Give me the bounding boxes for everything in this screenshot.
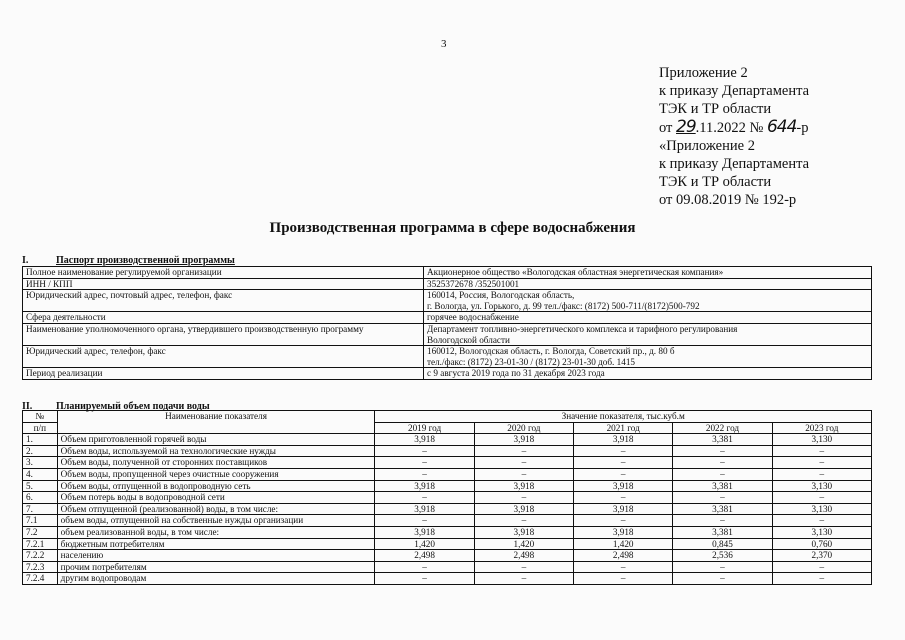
row-number: 4. [23, 468, 58, 480]
row-indicator-name: объем реализованной воды, в том числе: [57, 526, 375, 538]
header-year: 2023 год [772, 422, 871, 434]
appendix-line: к приказу Департамента [659, 156, 810, 172]
volume-table [22, 410, 872, 585]
row-value: – [375, 445, 474, 457]
row-value: 3,918 [574, 480, 673, 492]
row-value: 1,420 [375, 538, 474, 550]
handwritten-order-number: 644 [766, 117, 797, 137]
row-number: 7.2.3 [23, 561, 58, 573]
handwritten-day: 29 [676, 117, 696, 137]
row-value: – [673, 457, 772, 469]
row-value: – [375, 561, 474, 573]
passport-key: Период реализации [23, 368, 424, 380]
passport-row [23, 368, 872, 380]
section-1-title: Паспорт производственной программы [56, 255, 235, 266]
passport-table [22, 266, 872, 380]
page-number: 3 [441, 38, 447, 50]
appendix-line: ТЭК и ТР области [659, 101, 772, 117]
row-value: – [673, 492, 772, 504]
passport-value-line: тел./факс: (8172) 23-01-30 / (8172) 23-01-30 доб. 1415 [427, 356, 636, 367]
appendix-line: Приложение 2 [659, 65, 748, 81]
row-number: 5. [23, 480, 58, 492]
row-indicator-name: объем воды, отпущенной на собственные нужды организации [57, 515, 375, 527]
table-row [23, 492, 872, 504]
header-indicator-name: Наименование показателя [57, 411, 375, 434]
row-value: – [772, 457, 871, 469]
row-indicator-name: Объем приготовленной горячей воды [57, 434, 375, 446]
row-value: 2,498 [375, 550, 474, 562]
passport-row [23, 323, 872, 345]
row-indicator-name: Объем воды, используемой на технологические нужды [57, 445, 375, 457]
row-value: 3,381 [673, 480, 772, 492]
section-2-number: II. [22, 401, 33, 412]
row-value: – [574, 468, 673, 480]
appendix-line: к приказу Департамента [659, 83, 810, 99]
header-year: 2020 год [474, 422, 573, 434]
row-value: 3,381 [673, 526, 772, 538]
row-value: 3,130 [772, 526, 871, 538]
row-value: 3,918 [574, 526, 673, 538]
passport-value [424, 290, 872, 312]
row-value: 2,370 [772, 550, 871, 562]
appendix-line: ТЭК и ТР области [659, 174, 772, 190]
row-indicator-name: населению [57, 550, 375, 562]
appendix-date-prefix: от [659, 120, 677, 136]
row-value: 3,381 [673, 434, 772, 446]
header-number: № [23, 411, 58, 423]
row-value: – [375, 468, 474, 480]
row-value: 3,918 [474, 480, 573, 492]
appendix-line: от 09.08.2019 № 192-р [659, 192, 797, 208]
table-row [23, 526, 872, 538]
row-number: 7.2.4 [23, 573, 58, 585]
row-value: 3,918 [375, 503, 474, 515]
header-indicator-value: Значение показателя, тыс.куб.м [375, 411, 872, 423]
row-value: – [474, 492, 573, 504]
row-value: – [673, 468, 772, 480]
row-indicator-name: прочим потребителям [57, 561, 375, 573]
passport-row [23, 267, 872, 279]
row-number: 6. [23, 492, 58, 504]
row-value: – [574, 457, 673, 469]
passport-value-line: 160012, Вологодская область, г. Вологда, Советский пр., д. 80 б [427, 346, 675, 357]
passport-key: Наименование уполномоченного органа, утвердившего производственную программу [23, 323, 424, 345]
appendix-date-mid: .11.2022 № [695, 120, 767, 136]
row-value: – [574, 573, 673, 585]
row-value: – [375, 457, 474, 469]
row-indicator-name: Объем потерь воды в водопроводной сети [57, 492, 375, 504]
row-value: 2,536 [673, 550, 772, 562]
section-1-number: I. [22, 255, 29, 266]
passport-value-line: Вологодской области [427, 334, 510, 345]
row-value: 3,918 [474, 434, 573, 446]
row-value: – [474, 457, 573, 469]
table-row [23, 515, 872, 527]
row-value: 0,845 [673, 538, 772, 550]
row-value: 3,381 [673, 503, 772, 515]
table-row [23, 445, 872, 457]
row-value: – [772, 573, 871, 585]
passport-value-line: 3525372678 /352501001 [427, 278, 520, 289]
row-indicator-name: Объем воды, пропущенной через очистные сооружения [57, 468, 375, 480]
passport-value [424, 267, 872, 279]
passport-value [424, 346, 872, 368]
row-value: 3,918 [474, 526, 573, 538]
row-number: 7.2 [23, 526, 58, 538]
passport-key: Сфера деятельности [23, 312, 424, 324]
row-value: – [474, 573, 573, 585]
passport-row [23, 312, 872, 324]
row-value: 0,760 [772, 538, 871, 550]
header-number-sub: п/п [23, 422, 58, 434]
table-row [23, 550, 872, 562]
passport-value-line: 160014, Россия, Вологодская область, [427, 290, 575, 301]
row-number: 7.2.2 [23, 550, 58, 562]
row-value: – [375, 515, 474, 527]
row-value: 3,918 [574, 434, 673, 446]
row-value: – [772, 561, 871, 573]
row-value: 3,918 [375, 526, 474, 538]
table-row [23, 561, 872, 573]
row-value: – [574, 445, 673, 457]
row-indicator-name: Объем воды, полученной от сторонних поставщиков [57, 457, 375, 469]
row-value: – [574, 492, 673, 504]
row-indicator-name: Объем отпущенной (реализованной) воды, в том числе: [57, 503, 375, 515]
row-value: 3,918 [375, 434, 474, 446]
passport-row [23, 346, 872, 368]
table-row [23, 573, 872, 585]
row-value: 3,130 [772, 503, 871, 515]
passport-value [424, 278, 872, 290]
document-title: Производственная программа в сфере водоснабжения [269, 220, 636, 236]
row-value: – [474, 515, 573, 527]
row-value: – [375, 492, 474, 504]
passport-value [424, 368, 872, 380]
section-2-title: Планируемый объем подачи воды [56, 401, 210, 412]
row-value: 3,130 [772, 434, 871, 446]
row-value: – [673, 561, 772, 573]
passport-key: Полное наименование регулируемой организации [23, 267, 424, 279]
passport-value-line: Акционерное общество «Вологодская областная энергетическая компания» [427, 267, 724, 277]
row-value: – [772, 515, 871, 527]
row-value: 1,420 [474, 538, 573, 550]
row-value: 2,498 [574, 550, 673, 562]
row-number: 7.1 [23, 515, 58, 527]
row-number: 7. [23, 503, 58, 515]
row-number: 2. [23, 445, 58, 457]
row-value: 3,918 [574, 503, 673, 515]
section-1-heading [22, 255, 235, 266]
row-value: 3,918 [375, 480, 474, 492]
row-value: 2,498 [474, 550, 573, 562]
row-indicator-name: другим водопроводам [57, 573, 375, 585]
row-value: – [673, 573, 772, 585]
appendix-order-date-line [659, 118, 809, 137]
passport-value [424, 312, 872, 324]
row-value: – [375, 573, 474, 585]
table-row [23, 457, 872, 469]
passport-key: ИНН / КПП [23, 278, 424, 290]
row-value: 1,420 [574, 538, 673, 550]
passport-value-line: с 9 августа 2019 года по 31 декабря 2023 года [427, 368, 605, 379]
table-row [23, 434, 872, 446]
row-number: 7.2.1 [23, 538, 58, 550]
passport-value-line: Департамент топливно-энергетического комплекса и тарифного регулирования [427, 323, 738, 334]
passport-value [424, 323, 872, 345]
row-indicator-name: Объем воды, отпущенной в водопроводную сеть [57, 480, 375, 492]
appendix-line: «Приложение 2 [659, 138, 755, 154]
passport-row [23, 290, 872, 312]
passport-value-line: г. Вологда, ул. Горького, д. 99 тел./факс: (8172) 500-711/(8172)500-792 [427, 300, 700, 311]
header-year: 2022 год [673, 422, 772, 434]
row-value: – [772, 468, 871, 480]
appendix-block [659, 64, 809, 209]
row-value: – [474, 561, 573, 573]
passport-value-line: горячее водоснабжение [427, 312, 519, 323]
header-year: 2021 год [574, 422, 673, 434]
row-value: – [474, 468, 573, 480]
row-value: 3,918 [474, 503, 573, 515]
row-value: – [574, 515, 673, 527]
row-value: 3,130 [772, 480, 871, 492]
passport-key: Юридический адрес, телефон, факс [23, 346, 424, 368]
row-value: – [673, 515, 772, 527]
table-row [23, 468, 872, 480]
table-row [23, 503, 872, 515]
passport-row [23, 278, 872, 290]
header-year: 2019 год [375, 422, 474, 434]
row-number: 3. [23, 457, 58, 469]
row-number: 1. [23, 434, 58, 446]
passport-key: Юридический адрес, почтовый адрес, телефон, факс [23, 290, 424, 312]
row-value: – [574, 561, 673, 573]
row-value: – [772, 445, 871, 457]
appendix-date-suffix: -р [796, 120, 809, 136]
row-value: – [673, 445, 772, 457]
table-row [23, 480, 872, 492]
row-value: – [772, 492, 871, 504]
row-indicator-name: бюджетным потребителям [57, 538, 375, 550]
row-value: – [474, 445, 573, 457]
table-row [23, 538, 872, 550]
